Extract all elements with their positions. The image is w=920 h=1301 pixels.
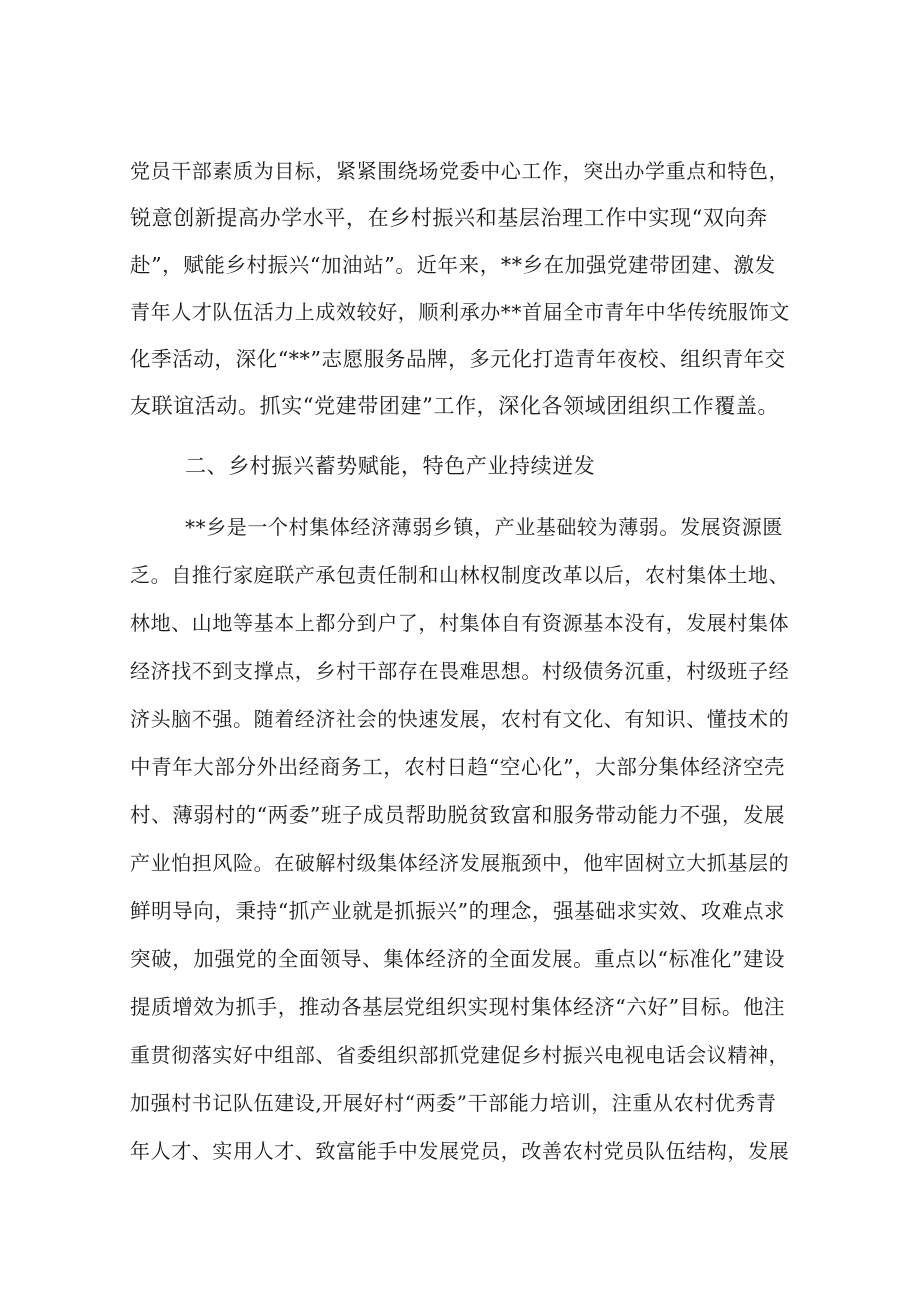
text-line: 村、薄弱村的“两委”班子成员帮助脱贫致富和服务带动能力不强，发展 [130, 803, 786, 827]
text-line: 乏。自推行家庭联产承包责任制和山林权制度改革以后，农村集体土地、 [130, 563, 790, 587]
text-line: 林地、山地等基本上都分到户了，村集体自有资源基本没有，发展村集体 [130, 611, 790, 635]
text-line: 提质增效为抓手，推动各基层党组织实现村集体经济“六好”目标。他注 [130, 995, 786, 1019]
text-line: 重贯彻落实好中组部、省委组织部抓党建促乡村振兴电视电话会议精神， [130, 1043, 790, 1067]
text-line: 党员干部素质为目标，紧紧围绕场党委中心工作，突出办学重点和特色， [130, 159, 790, 183]
text-line: 年人才、实用人才、致富能手中发展党员，改善农村党员队伍结构，发展 [130, 1139, 790, 1163]
section-heading: 二、乡村振兴蓄势赋能，特色产业持续迸发 [185, 454, 596, 478]
text-line: 友联谊活动。抓实“党建带团建”工作，深化各领域团组织工作覆盖。 [130, 394, 780, 418]
text-line: 中青年大部分外出经商务工，农村日趋“空心化”，大部分集体经济空壳 [130, 755, 786, 779]
text-line: 济头脑不强。随着经济社会的快速发展，农村有文化、有知识、懂技术的 [130, 707, 790, 731]
text-line: 产业怕担风险。在破解村级集体经济发展瓶颈中，他牢固树立大抓基层的 [130, 851, 790, 875]
text-line: 青年人才队伍活力上成效较好，顺利承办**首届全市青年中华传统服饰文 [130, 300, 790, 324]
text-line: 加强村书记队伍建设,开展好村“两委”干部能力培训，注重从农村优秀青 [130, 1091, 777, 1115]
text-line: 鲜明导向，秉持“抓产业就是抓振兴”的理念，强基础求实效、攻难点求 [130, 899, 786, 923]
text-line: 赴”，赋能乡村振兴“加油站”。近年来，**乡在加强党建带团建、激发 [130, 253, 776, 277]
text-line: 经济找不到支撑点，乡村干部存在畏难思想。村级债务沉重，村级班子经 [130, 659, 790, 683]
text-line: 化季活动，深化“**”志愿服务品牌，多元化打造青年夜校、组织青年交 [130, 347, 786, 371]
text-line: 突破，加强党的全面领导、集体经济的全面发展。重点以“标准化”建设 [130, 947, 786, 971]
text-line: **乡是一个村集体经济薄弱乡镇，产业基础较为薄弱。发展资源匮 [185, 515, 783, 539]
text-line: 锐意创新提高办学水平，在乡村振兴和基层治理工作中实现“双向奔 [130, 206, 768, 230]
